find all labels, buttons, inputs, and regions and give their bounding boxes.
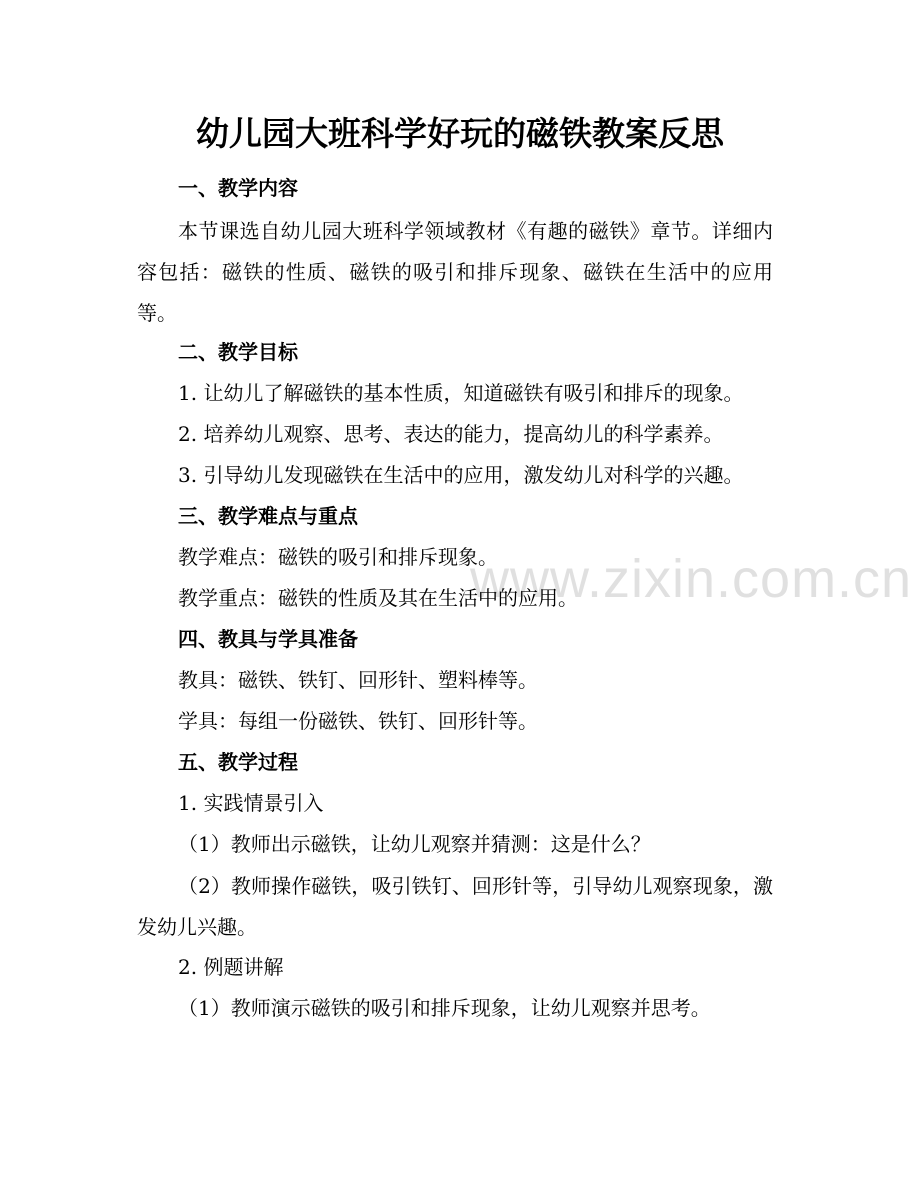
section-heading-content: 一、教学内容	[178, 176, 298, 200]
student-tools-text: 学具：每组一份磁铁、铁钉、回形针等。	[178, 709, 538, 733]
focus-text: 教学重点：磁铁的性质及其在生活中的应用。	[178, 586, 578, 610]
teacher-tools-text: 教具：磁铁、铁钉、回形针、塑料棒等。	[178, 668, 538, 692]
section-heading-materials: 四、教具与学具准备	[178, 627, 358, 651]
goal-item-3: 3. 引导幼儿发现磁铁在生活中的应用，激发幼儿对科学的兴趣。	[178, 463, 744, 487]
process-step-2: 2. 例题讲解	[178, 955, 284, 979]
watermark: www.zixin.com.cn	[470, 549, 913, 609]
process-step-1a: （1）教师出示磁铁，让幼儿观察并猜测：这是什么？	[178, 832, 651, 856]
content-paragraph: 本节课选自幼儿园大班科学领域教材《有趣的磁铁》章节。详细内容包括：磁铁的性质、磁铁的吸引和排斥现象、磁铁在生活中的应用等。	[137, 219, 773, 325]
page-title: 幼儿园大班科学好玩的磁铁教案反思	[196, 114, 724, 153]
difficulty-text: 教学难点：磁铁的吸引和排斥现象。	[178, 545, 498, 569]
section-heading-key-points: 三、教学难点与重点	[178, 504, 358, 528]
section-heading-process: 五、教学过程	[178, 750, 298, 774]
goal-item-2: 2. 培养幼儿观察、思考、表达的能力，提高幼儿的科学素养。	[178, 422, 724, 446]
process-step-1: 1. 实践情景引入	[178, 791, 324, 815]
section-heading-goals: 二、教学目标	[178, 340, 298, 364]
process-step-1b: （2）教师操作磁铁，吸引铁钉、回形针等，引导幼儿观察现象，激发幼儿兴趣。	[137, 874, 773, 939]
goal-item-1: 1. 让幼儿了解磁铁的基本性质，知道磁铁有吸引和排斥的现象。	[178, 381, 744, 405]
process-step-2a: （1）教师演示磁铁的吸引和排斥现象，让幼儿观察并思考。	[178, 996, 711, 1020]
